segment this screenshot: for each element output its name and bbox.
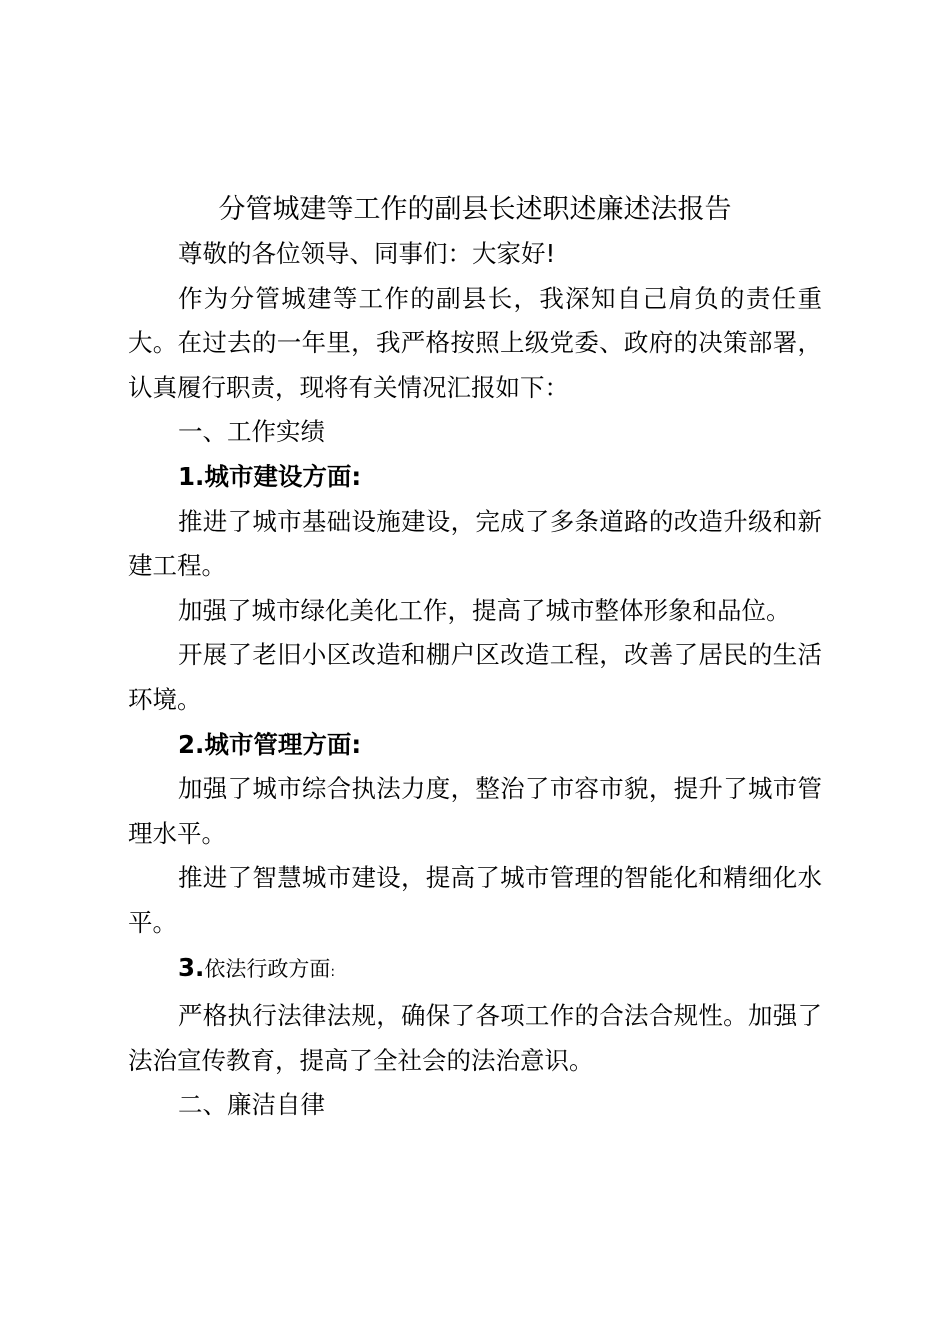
paragraph: 加强了城市绿化美化工作，提高了城市整体形象和品位。 bbox=[178, 595, 791, 625]
subheading-urban-management: 2.城市管理方面: bbox=[178, 729, 362, 759]
section-heading-work-results: 一、工作实绩 bbox=[178, 417, 325, 447]
paragraph: 推进了智慧城市建设，提高了城市管理的智能化和精细化水平。 bbox=[128, 863, 822, 937]
paragraph: 开展了老旧小区改造和棚户区改造工程，改善了居民的生活环境。 bbox=[128, 640, 822, 714]
subheading-number: 3. bbox=[178, 952, 205, 982]
document-title: 分管城建等工作的副县长述职述廉述法报告 bbox=[218, 194, 732, 225]
paragraph: 推进了城市基础设施建设，完成了多条道路的改造升级和新建工程。 bbox=[128, 506, 822, 581]
subheading-colon: : bbox=[330, 963, 336, 980]
paragraph: 加强了城市综合执法力度，整治了市容市貌，提升了城市管理水平。 bbox=[128, 774, 822, 848]
paragraph: 严格执行法律法规，确保了各项工作的合法合规性。加强了法治宣传教育，提高了全社会的法治意识。 bbox=[128, 1001, 822, 1075]
document-page bbox=[128, 188, 822, 1128]
greeting: 尊敬的各位领导、同事们：大家好! bbox=[178, 239, 556, 268]
subheading-urban-construction: 1.城市建设方面: bbox=[178, 461, 362, 491]
section-heading-integrity: 二、廉洁自律 bbox=[178, 1090, 325, 1120]
subheading-label: 依法行政方面 bbox=[204, 956, 331, 981]
subheading-lawful-administration bbox=[128, 946, 822, 995]
intro-paragraph: 作为分管城建等工作的副县长，我深知自己肩负的责任重大。在过去的一年里，我严格按照上级党委、政府的决策部署，认真履行职责，现将有关情况汇报如下： bbox=[128, 283, 822, 402]
